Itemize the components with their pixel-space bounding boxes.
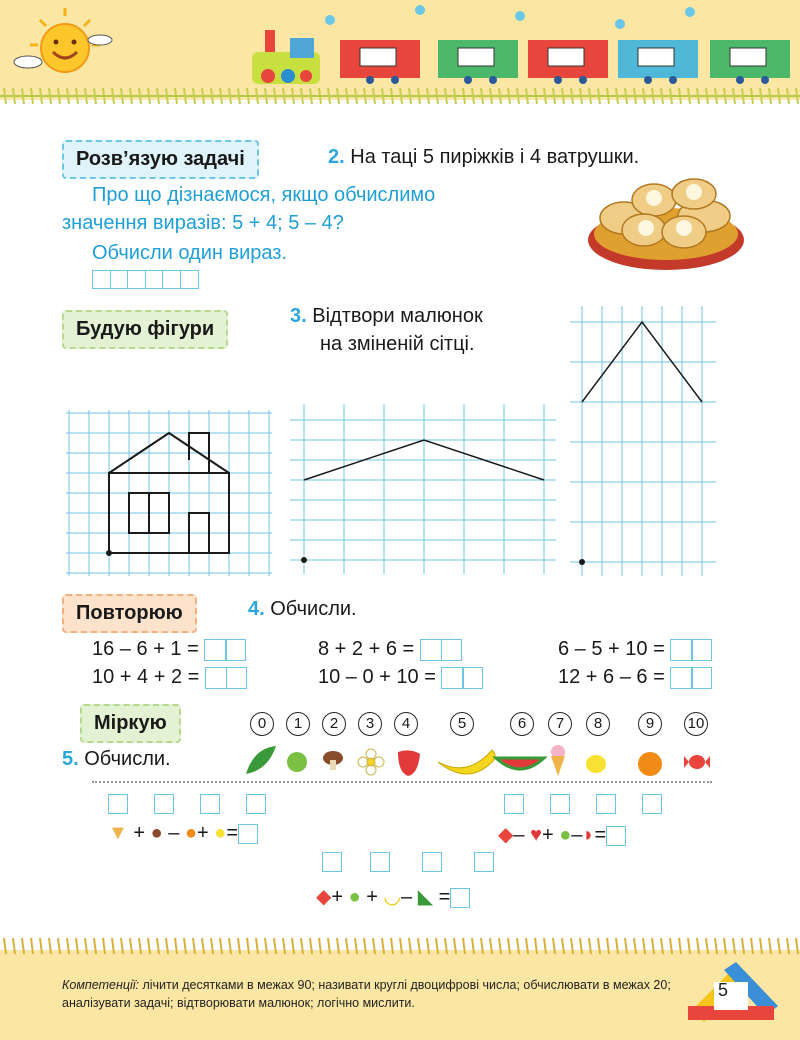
answer-cells[interactable] [92,270,197,289]
candy-icon: ◆ [498,824,514,846]
watermelon-icon: ◗ [582,824,595,846]
task-number: 5. [62,748,79,770]
pastry-plate-image [584,168,754,278]
expression-2: 8 + 2 + 6 = [318,638,462,661]
equation-2: ◆– ♥+ ●–◗= [498,822,626,847]
answer-square[interactable] [322,852,342,872]
digit-circle: 2 [322,712,346,736]
candy-icon: ◆ [316,886,332,908]
leaf-icon: ◣ [417,886,434,908]
tag-solving-problems: Розв’язую задачі [62,140,259,179]
task-number: 3. [290,305,307,327]
footer-grass [0,934,800,958]
star-icons [325,5,695,29]
banana-icon [438,750,495,774]
banana-icon: ◡ [383,886,401,908]
digit-circle: 6 [510,712,534,736]
candy-icon [684,755,710,769]
apple-icon: ● [559,824,572,846]
strawberry-icon: ♥ [530,824,542,846]
tall-grid [570,306,716,576]
lemon-icon [586,755,606,773]
answer-box[interactable] [420,639,462,661]
wide-grid [290,404,556,574]
mushroom-icon: ● [150,822,163,844]
mushroom-icon [323,751,343,770]
flower-icon [358,749,384,775]
answer-square[interactable] [154,794,174,814]
answer-square[interactable] [474,852,494,872]
page-number: 5 [718,980,729,1000]
fruit-key-row [240,742,720,778]
orange-icon [638,752,662,776]
answer-square[interactable] [246,794,266,814]
answer-square[interactable] [550,794,570,814]
header-illustration [0,0,800,120]
task-number: 2. [328,146,345,168]
question-line-2: значення виразів: 5 + 4; 5 – 4? [62,212,344,234]
strawberry-icon [398,750,420,776]
icecream-icon: ▼ [108,822,128,844]
digit-circle: 3 [358,712,382,736]
answer-square[interactable] [422,852,442,872]
digit-circle: 10 [684,712,708,736]
task-4-text: Обчисли. [270,598,357,620]
digit-circle: 4 [394,712,418,736]
task-number: 4. [248,598,265,620]
digit-circle: 1 [286,712,310,736]
house-grid [66,410,272,576]
apple-icon [287,752,307,772]
task-2-header [328,146,639,169]
answer-square[interactable] [200,794,220,814]
dotted-divider [92,781,712,783]
answer-box[interactable] [670,639,712,661]
digit-circle: 5 [450,712,474,736]
lemon-icon: ● [214,822,227,844]
answer-square[interactable] [642,794,662,814]
answer-box[interactable] [670,667,712,689]
answer-square[interactable] [370,852,390,872]
task-5-text: Обчисли. [84,748,171,770]
tag-building-figures: Будую фігури [62,310,228,349]
task-2-text: На таці 5 пиріжків і 4 ватрушки. [350,146,640,168]
task-5-header [62,748,171,771]
icecream-icon [551,745,565,776]
apple-icon: ● [348,886,361,908]
answer-box[interactable] [204,639,246,661]
expression-1: 16 – 6 + 1 = [92,638,246,661]
tag-reasoning: Міркую [80,704,181,743]
expression-6: 12 + 6 – 6 = [558,666,712,689]
train-icon [252,30,790,84]
answer-box[interactable] [441,667,483,689]
digit-circle: 8 [586,712,610,736]
tag-repeating: Повторюю [62,594,197,633]
question-line-1: Про що дізнаємося, якщо обчислимо [92,184,436,206]
task-3-line-2: на зміненій сітці. [320,333,475,355]
watermelon-icon [496,758,544,769]
answer-square[interactable] [504,794,524,814]
result-box[interactable] [238,824,258,844]
task-4-header [248,598,357,621]
digit-circle: 9 [638,712,662,736]
result-box[interactable] [606,826,626,846]
expression-4: 10 + 4 + 2 = [92,666,247,689]
leaf-icon [246,746,276,774]
digit-circle: 0 [250,712,274,736]
result-box[interactable] [450,888,470,908]
pencils-logo [684,962,780,1022]
task-3-header [290,305,483,328]
digit-circle: 7 [548,712,572,736]
question-line-3: Обчисли один вираз. [92,242,288,264]
task-3-line-1: Відтвори малюнок [312,305,483,327]
answer-square[interactable] [596,794,616,814]
expression-3: 6 – 5 + 10 = [558,638,712,661]
equation-3: ◆+ ● + ◡– ◣ = [316,884,470,909]
equation-1: ▼ + ● – ●+ ●= [108,822,258,845]
orange-icon: ● [184,822,198,844]
answer-square[interactable] [108,794,128,814]
answer-box[interactable] [205,667,247,689]
competencies-note: Компетенції: лічити десятками в межах 90; називати круглі двоцифрові числа; обчислювати в межах 20; аналізувати задачі; відтворювати малюнок; логічно мислити. [62,978,671,1010]
expression-5: 10 – 0 + 10 = [318,666,483,689]
